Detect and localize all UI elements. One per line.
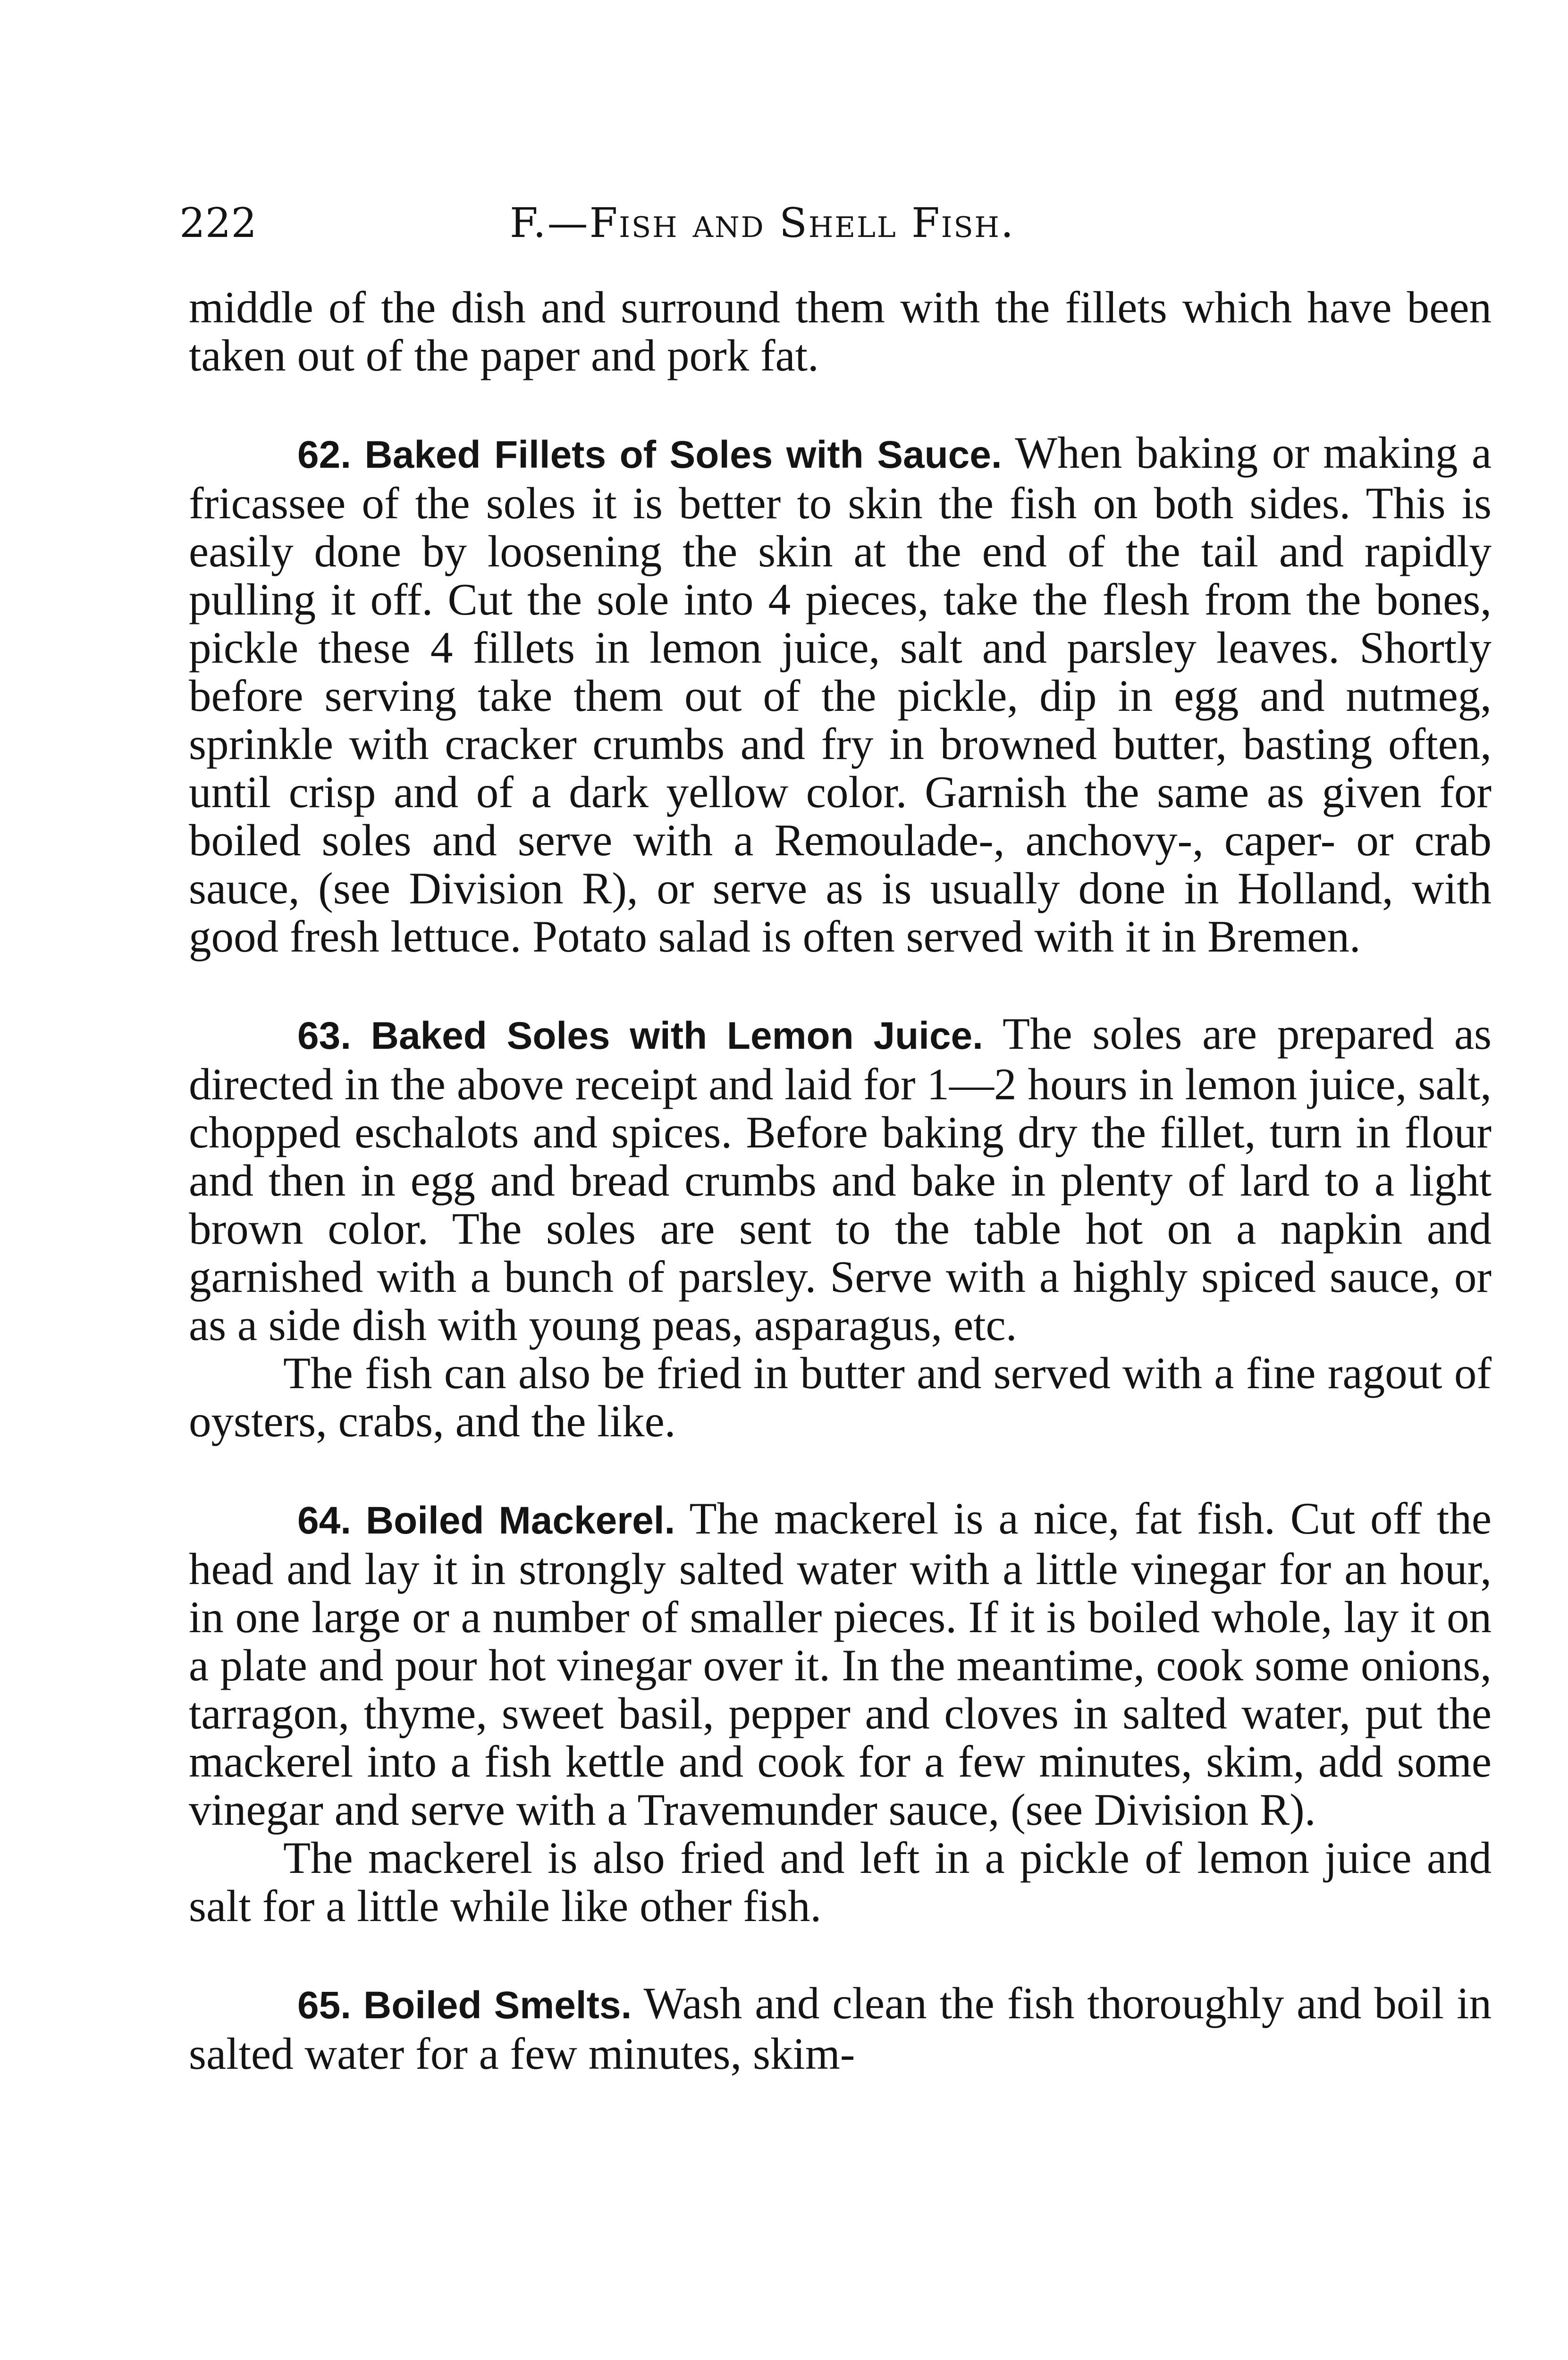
recipe-64-heading: 64. Boiled Mackerel. (297, 1499, 675, 1542)
page-number: 222 (179, 200, 257, 247)
page-header (179, 197, 1492, 249)
recipe-62-text: When baking or making a fricassee of the soles it is better to skin the fish on both sides. This is easily done by loosening the skin at the end of the tail and rapidly pulling it off. Cut the sole into 4 pieces, take the flesh from the bones, pickle these 4 fillets in lemon juice, salt and parsley leaves. Shortly before serving take them out of the pickle, dip in egg and nutmeg, sprinkle with cracker crumbs and fry in browned butter, basting often, until crisp and of a dark yellow color. Garnish the same as given for boiled soles and serve with a Remoulade-, anchovy-, caper- or crab sauce, (see Division R), or serve as is usually done in Holland, with good fresh lettuce. Potato salad is often served with it in Bremen. (189, 428, 1492, 961)
recipe-64-text: The mackerel is a nice, fat fish. Cut off the head and lay it in strongly salted water with a little vinegar for an hour, in one large or a number of smaller pieces. If it is boiled whole, lay it on a plate and pour hot vinegar over it. In the meantime, cook some onions, tarragon, thyme, sweet basil, pepper and cloves in salted water, put the mackerel into a fish kettle and cook for a few minutes, skim, add some vinegar and serve with a Travemunder sauce, (see Division R). (189, 1493, 1492, 1835)
recipe-62 (189, 429, 1492, 961)
recipe-63-text: The soles are prepared as directed in the above receipt and laid for 1—2 hours in lemon juice, salt, chopped eschalots and spices. Before baking dry the fillet, turn in flour and then in egg and bread crumbs and bake in plenty of lard to a light brown color. The soles are sent to the table hot on a napkin and garnished with a bunch of parsley. Serve with a highly spiced sauce, or as a side dish with young peas, asparagus, etc. (189, 1009, 1492, 1350)
recipe-63-continuation: The fish can also be fried in butter and served with a fine ragout of oysters, crabs, and the like. (189, 1348, 1492, 1446)
body-text (189, 283, 1492, 2078)
recipe-64-continuation: The mackerel is also fried and left in a pickle of lemon juice and salt for a little while like other fish. (189, 1833, 1492, 1931)
recipe-65-text: Wash and clean the fish thoroughly and boil in salted water for a few minutes, skim- (189, 1978, 1492, 2079)
recipe-62-heading: 62. Baked Fillets of Soles with Sauce. (297, 433, 1002, 476)
recipe-64 (189, 1494, 1492, 1834)
recipe-65 (189, 1979, 1492, 2078)
recipe-65-heading: 65. Boiled Smelts. (297, 1984, 632, 2027)
running-head: F.—Fish and Shell Fish. (510, 200, 1015, 247)
continuation-paragraph: middle of the dish and surround them with the fillets which have been taken out of the paper and pork fat. (189, 282, 1492, 380)
recipe-63 (189, 1010, 1492, 1349)
recipe-63-heading: 63. Baked Soles with Lemon Juice. (297, 1014, 983, 1057)
